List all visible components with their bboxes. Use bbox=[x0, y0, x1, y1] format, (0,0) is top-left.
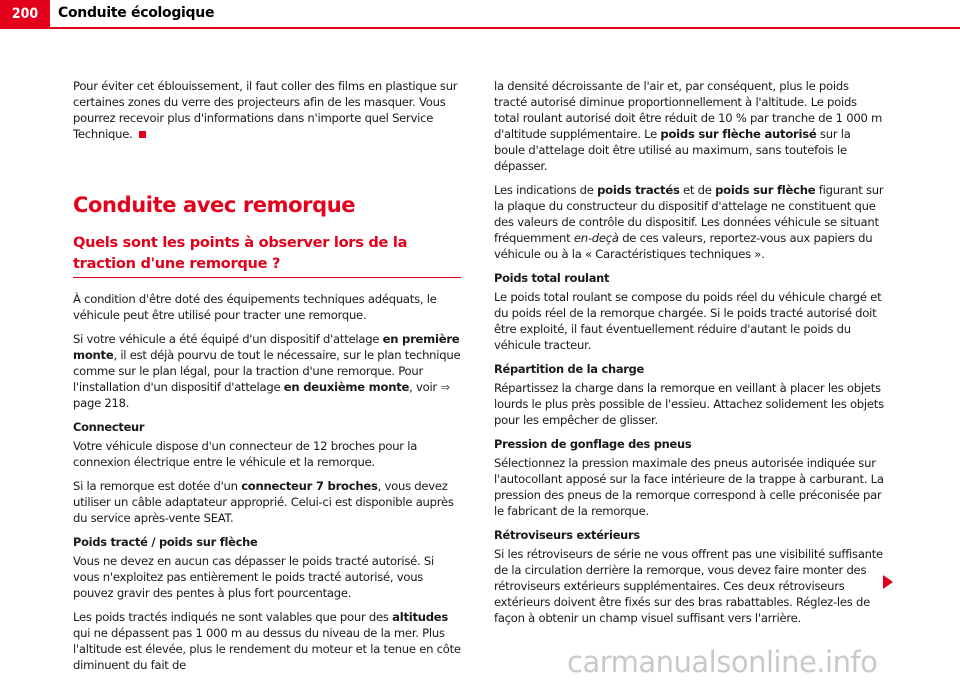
left-column bbox=[73, 78, 463, 681]
right-column bbox=[494, 78, 884, 634]
paragraph: Si votre véhicule a été équipé d'un dispositif d'attelage en première monte, il est déjà pourvu de tout le nécessaire, sur le plan technique comme sur le plan légal, pour la traction d'une remorque. Pour l'installation d'un dispositif d'attelage en deuxième monte, voir ⇒ page 218. bbox=[73, 332, 461, 410]
paragraph: Si la remorque est dotée d'un connecteur 7 broches, vous devez utiliser un câble adaptateur approprié. Celui-ci est disponible auprès du service après-vente SEAT. bbox=[73, 479, 454, 525]
paragraph: Votre véhicule dispose d'un connecteur de 12 broches pour la connexion électrique entre le véhicule et la remorque. bbox=[73, 439, 418, 469]
paragraph: Si les rétroviseurs de série ne vous offrent pas une visibilité suffisante de la circulation derrière la remorque, vous devez faire monter des rétroviseurs extérieurs supplémentaires. Ces deux rétroviseurs extérieurs doivent être fixés sur des bras rabattables. Réglez-les de façon à obtenir un champ visuel suffisant vers l'arrière. bbox=[494, 547, 883, 625]
heading-poids-total: Poids total roulant bbox=[494, 271, 610, 285]
page-reference-link[interactable]: page 218. bbox=[73, 396, 130, 410]
paragraph: Répartissez la charge dans la remorque en veillant à placer les objets lourds le plus près possible de l'essieu. Attachez solidement les objets pour les empêcher de glisser. bbox=[494, 381, 884, 427]
paragraph: Le poids total roulant se compose du poids réel du véhicule chargé et du poids réel de la remorque chargée. Si le poids tracté autorisé doit être exploité, il faut éventuellement réduire d'autant le poids du véhicule tracteur. bbox=[494, 290, 882, 352]
paragraph: Les indications de poids tractés et de poids sur flèche figurant sur la plaque du constructeur du dispositif d'attelage ne constituent que des valeurs de contrôle du dispositif. Les données véhicule se situant fréquemment en-deçà de ces valeurs, reportez-vous aux papiers du véhicule ou à la « Caractéristiques techniques ». bbox=[494, 183, 884, 261]
paragraph: Sélectionnez la pression maximale des pneus autorisée indiquée sur l'autocollant apposé sur la face intérieure de la trappe à carburant. La pression des pneus de la remorque correspond à celle préconisée par le fabricant de la remorque. bbox=[494, 456, 884, 518]
subsection-divider bbox=[73, 277, 461, 278]
page-number: 200 bbox=[0, 0, 50, 28]
heading-poids: Poids tracté / poids sur flèche bbox=[73, 535, 258, 549]
paragraph: À condition d'être doté des équipements techniques adéquats, le véhicule peut être utilisé pour tracter une remorque. bbox=[73, 292, 437, 322]
chapter-title: Conduite écologique bbox=[58, 5, 215, 21]
section-end-marker bbox=[139, 131, 146, 138]
heading-connecteur: Connecteur bbox=[73, 420, 145, 434]
heading-retroviseurs: Rétroviseurs extérieurs bbox=[494, 528, 640, 542]
heading-pression: Pression de gonflage des pneus bbox=[494, 437, 692, 451]
page-header bbox=[0, 0, 960, 28]
header-divider bbox=[0, 27, 960, 29]
intro-paragraph: Pour éviter cet éblouissement, il faut coller des films en plastique sur certaines zones du verre des projecteurs afin de les masquer. Vous pourrez recevoir plus d'informations dans n'importe quel Service Technique. bbox=[73, 79, 458, 141]
subsection-title: Quels sont les points à observer lors de la traction d'une remorque ? bbox=[73, 234, 408, 272]
page-reference-arrow: ⇒ bbox=[440, 380, 450, 394]
paragraph: Vous ne devez en aucun cas dépasser le poids tracté autorisé. Si vous n'exploitez pas entièrement le poids tracté autorisé, vous pouvez gravir des pentes à plus fort pourcentage. bbox=[73, 554, 434, 600]
paragraph: la densité décroissante de l'air et, par conséquent, plus le poids tracté autorisé diminue proportionnellement à l'altitude. Le poids total roulant autorisé doit être réduit de 10 % par tranche de 1 000 m d'altitude supplémentaire. Le poids sur flèche autorisé sur la boule d'attelage doit être utilisé au maximum, sans toutefois le dépasser. bbox=[494, 79, 883, 173]
watermark: carmanualsonline.info bbox=[567, 645, 878, 679]
section-title: Conduite avec remorque bbox=[73, 193, 356, 217]
heading-repartition: Répartition de la charge bbox=[494, 362, 644, 376]
continue-arrow-icon[interactable] bbox=[883, 575, 893, 589]
paragraph: Les poids tractés indiqués ne sont valables que pour des altitudes qui ne dépassent pas 1 000 m au dessus du niveau de la mer. Plus l'altitude est élevée, plus le rendement du moteur et la tenue en côte diminuent du fait de bbox=[73, 610, 461, 672]
